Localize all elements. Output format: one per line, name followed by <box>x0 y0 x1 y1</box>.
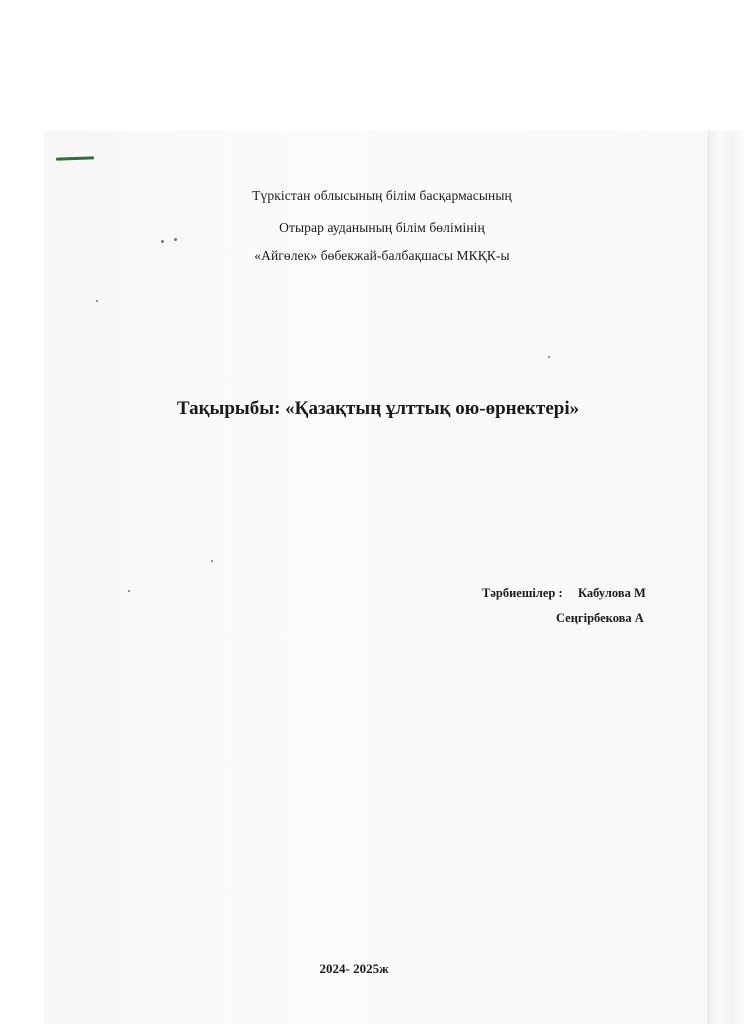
document-title: Тақырыбы: «Қазақтың ұлттық ою-өрнектері» <box>176 398 580 419</box>
authors-label: Тәрбиешілер : <box>482 586 563 600</box>
scan-speck <box>128 590 130 592</box>
scan-edge-shadow <box>708 131 744 1024</box>
scan-speck <box>211 560 213 562</box>
academic-year: 2024- 2025ж <box>319 961 389 976</box>
header-line-kindergarten: «Айгөлек» бөбекжай-балбақшасы МКҚК-ы <box>254 248 510 263</box>
author-name: Кабулова М <box>578 586 646 600</box>
author-name: Сеңгірбекова А <box>556 611 644 625</box>
header-line-district: Отырар ауданының білім бөлімінің <box>279 220 485 235</box>
header-line-region: Түркістан облысының білім басқармасының <box>252 188 512 203</box>
scanned-page <box>44 131 712 1024</box>
scan-speck <box>161 240 164 243</box>
scan-speck <box>96 300 98 302</box>
scan-speck <box>548 356 550 358</box>
scan-speck <box>174 238 177 241</box>
